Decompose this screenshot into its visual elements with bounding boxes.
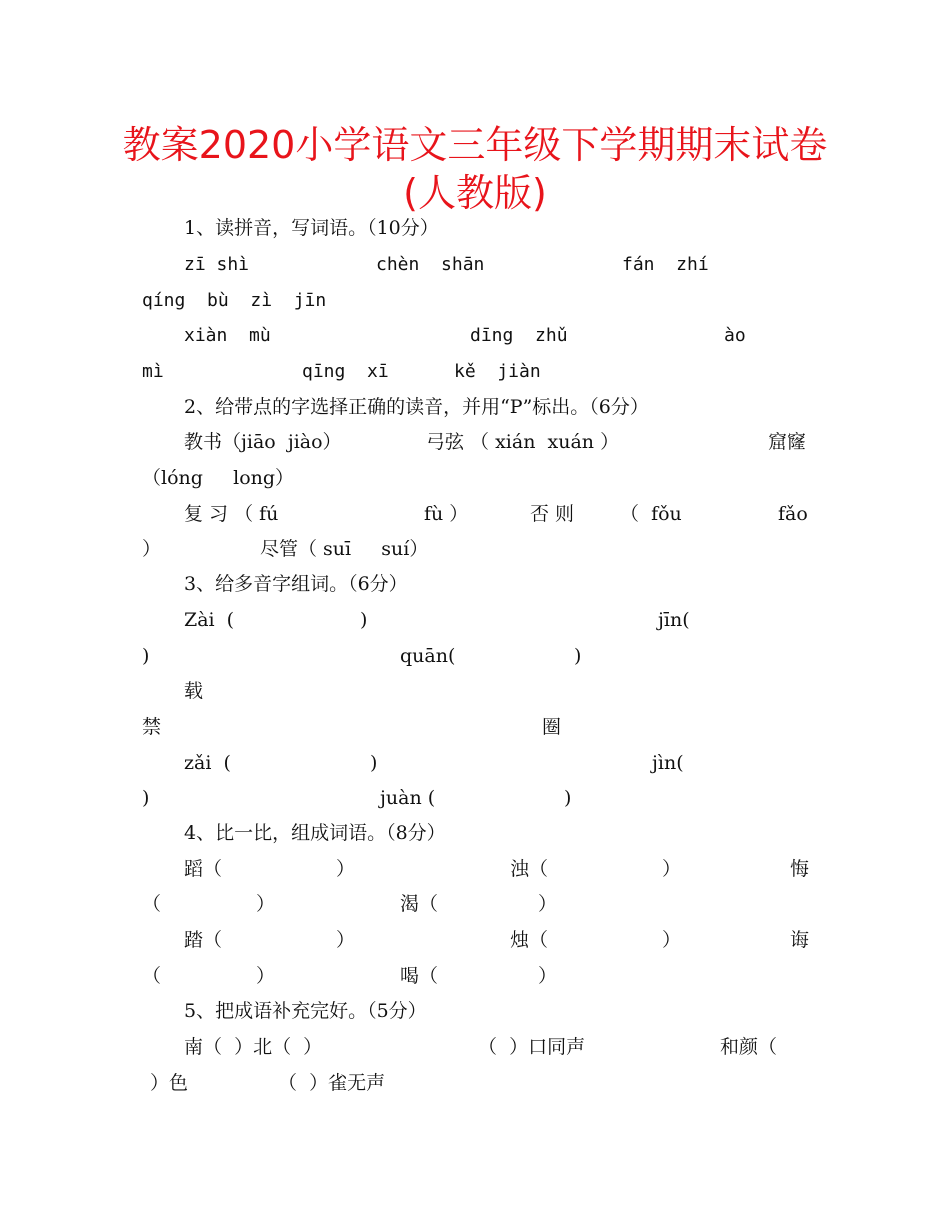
q3-item: quān(: [400, 645, 456, 667]
q4-item: ）: [336, 929, 356, 951]
q5-item: 南（ ）北（ ）: [184, 1036, 323, 1058]
q4-heading: 4、比一比，组成词语。（8分）: [184, 822, 446, 844]
q4-item: 烛（: [510, 929, 549, 951]
q3-item: ): [574, 645, 582, 667]
q1-pinyin: dīng zhǔ: [470, 325, 568, 346]
q4-item: 浊（: [510, 858, 549, 880]
q4-item: ）: [256, 965, 276, 987]
q3-heading: 3、给多音字组词。（6分）: [184, 573, 408, 595]
q2-item: fǎo: [778, 503, 808, 525]
q4-item: 渴（: [400, 893, 439, 915]
title-line-1: 教案2020小学语文三年级下学期期末试卷: [122, 123, 828, 167]
q2-item: 教书（jiāo jiào）: [184, 431, 342, 453]
q3-item: 圈: [542, 716, 562, 738]
q2-heading: 2、给带点的字选择正确的读音，并用“P”标出。（6分）: [184, 396, 649, 418]
q3-item: juàn (: [380, 787, 436, 809]
q4-item: 诲: [790, 929, 810, 951]
q3-item: 禁: [142, 716, 162, 738]
q1-pinyin: fán zhí: [622, 254, 709, 275]
q3-item: ): [360, 609, 368, 631]
q3-item: ): [564, 787, 572, 809]
q3-item: ): [370, 752, 378, 774]
q3-item: ): [142, 787, 150, 809]
q5-item: 和颜（: [720, 1036, 778, 1058]
q2-item: 弓弦 （ xián xuán ）: [426, 431, 620, 453]
q1-pinyin: ào: [724, 325, 746, 346]
q4-item: 踏（: [184, 929, 223, 951]
q2-item: 否 则: [530, 503, 575, 525]
q4-item: ）: [538, 965, 558, 987]
q2-item: 尽管（ suī suí）: [260, 538, 429, 560]
q2-item: 复 习 （ fú: [184, 503, 279, 525]
q1-pinyin: zī shì: [184, 254, 250, 275]
q2-item: fù ）: [424, 503, 469, 525]
q3-item: jīn(: [658, 609, 690, 631]
q5-item: （ ）雀无声: [278, 1072, 386, 1094]
q4-item: （: [142, 893, 162, 915]
title-line-2: (人教版): [403, 171, 547, 215]
q2-item: ）: [142, 538, 162, 560]
q4-item: ）: [256, 893, 276, 915]
q1-pinyin: kě jiàn: [454, 361, 541, 382]
q2-item: （lóng long）: [142, 467, 295, 489]
q5-item: （ ）口同声: [478, 1036, 586, 1058]
q4-item: 悔: [790, 858, 810, 880]
q3-item: 载: [184, 680, 204, 702]
q1-heading: 1、读拼音，写词语。（10分）: [184, 217, 439, 239]
q3-item: Zài (: [184, 609, 235, 631]
q4-item: ）: [662, 858, 682, 880]
q2-item: （ fǒu: [620, 503, 682, 525]
q3-item: zǎi (: [184, 752, 231, 774]
q5-heading: 5、把成语补充完好。（5分）: [184, 1000, 427, 1022]
q2-item: 窟窿: [768, 431, 807, 453]
q4-item: （: [142, 965, 162, 987]
q4-item: ）: [336, 858, 356, 880]
q4-item: 蹈（: [184, 858, 223, 880]
q3-item: ): [142, 645, 150, 667]
q4-item: 喝（: [400, 965, 439, 987]
q4-item: ）: [662, 929, 682, 951]
q1-pinyin: xiàn mù: [184, 325, 271, 346]
q5-item: ）色: [150, 1072, 189, 1094]
q1-pinyin: qíng bù zì jīn: [142, 290, 327, 311]
q3-item: jìn(: [652, 752, 684, 774]
q4-item: ）: [538, 893, 558, 915]
q1-pinyin: mì: [142, 361, 164, 382]
q1-pinyin: chèn shān: [376, 254, 485, 275]
q1-pinyin: qīng xī: [302, 361, 389, 382]
